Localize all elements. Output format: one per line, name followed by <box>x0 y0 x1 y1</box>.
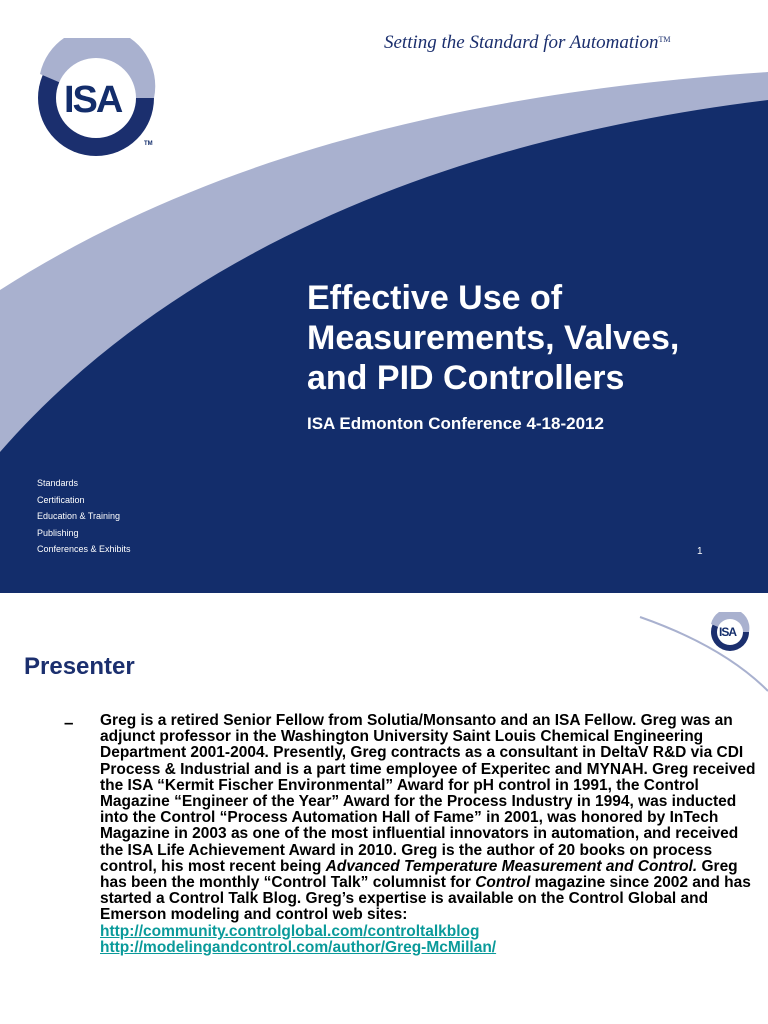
link-modeling-and-control[interactable]: http://modelingandcontrol.com/author/Greg-McMillan/ <box>100 938 497 956</box>
bio-text-2: Greg has been the monthly “Control Talk” columnist for <box>100 857 738 892</box>
link-controltalk-blog[interactable]: http://community.controlglobal.com/controltalkblog <box>100 922 480 940</box>
title-line-1: Effective Use of <box>307 279 563 317</box>
side-menu-education-training: Education & Training <box>37 511 121 522</box>
bullet-dash: – <box>64 713 74 732</box>
book-title: Advanced Temperature Measurement and Control. <box>325 857 698 875</box>
side-menu-publishing: Publishing <box>37 527 79 538</box>
side-menu-certification: Certification <box>37 494 85 505</box>
tagline-text: Setting the Standard for Automation <box>384 32 659 53</box>
side-menu-standards: Standards <box>37 478 79 488</box>
isa-logo-text: ISA <box>64 79 122 121</box>
title-line-3: and PID Controllers <box>307 359 625 397</box>
bio-text-3: magazine since 2002 and has started a Control Talk Blog. Greg’s expertise is available on the Control Global and Emerson modeling and control web sites: <box>100 874 751 924</box>
presenter-bio <box>100 713 760 956</box>
presenter-slide <box>0 593 768 1024</box>
slide-subtitle: ISA Edmonton Conference 4-18-2012 <box>307 414 604 433</box>
slide-title <box>307 278 757 398</box>
tagline <box>384 32 670 54</box>
isa-small-logo <box>710 612 752 654</box>
tagline-trademark: TM <box>658 35 671 44</box>
isa-logo <box>38 38 158 163</box>
magazine-name: Control <box>475 874 531 892</box>
title-line-2: Measurements, Valves, <box>307 319 680 357</box>
isa-logo-trademark: TM <box>144 141 153 147</box>
page-number: 1 <box>697 546 703 557</box>
side-menu-conferences-exhibits: Conferences & Exhibits <box>37 544 131 555</box>
side-menu <box>37 475 131 558</box>
slide-title: Presenter <box>24 653 135 680</box>
presenter-bio-bullet <box>64 712 756 956</box>
isa-small-logo-text: ISA <box>719 625 737 639</box>
bio-text-1: Greg is a retired Senior Fellow from Solutia/Monsanto and an ISA Fellow. Greg was an adjunct professor in the Washington University Saint Louis Chemical Engineering Department 2001-2004. Presently, Greg contracts as a consultant in DeltaV R&D via CDI Process & Industrial and is a part time employee of Experitec and MYNAH. Greg received the ISA “Kermit Fischer Environmental” Award for pH control in 1991, the Control Magazine “Engineer of the Year” Award for the Process Industry in 1994, was inducted into the Control “Process Automation Hall of Fame” in 2001, was honored by InTech Magazine in 2003 as one of the most influential innovators in automation, and received the ISA Life Achievement Award in 2010. Greg is the author of 20 books on process control, his most recent being <box>100 712 756 875</box>
